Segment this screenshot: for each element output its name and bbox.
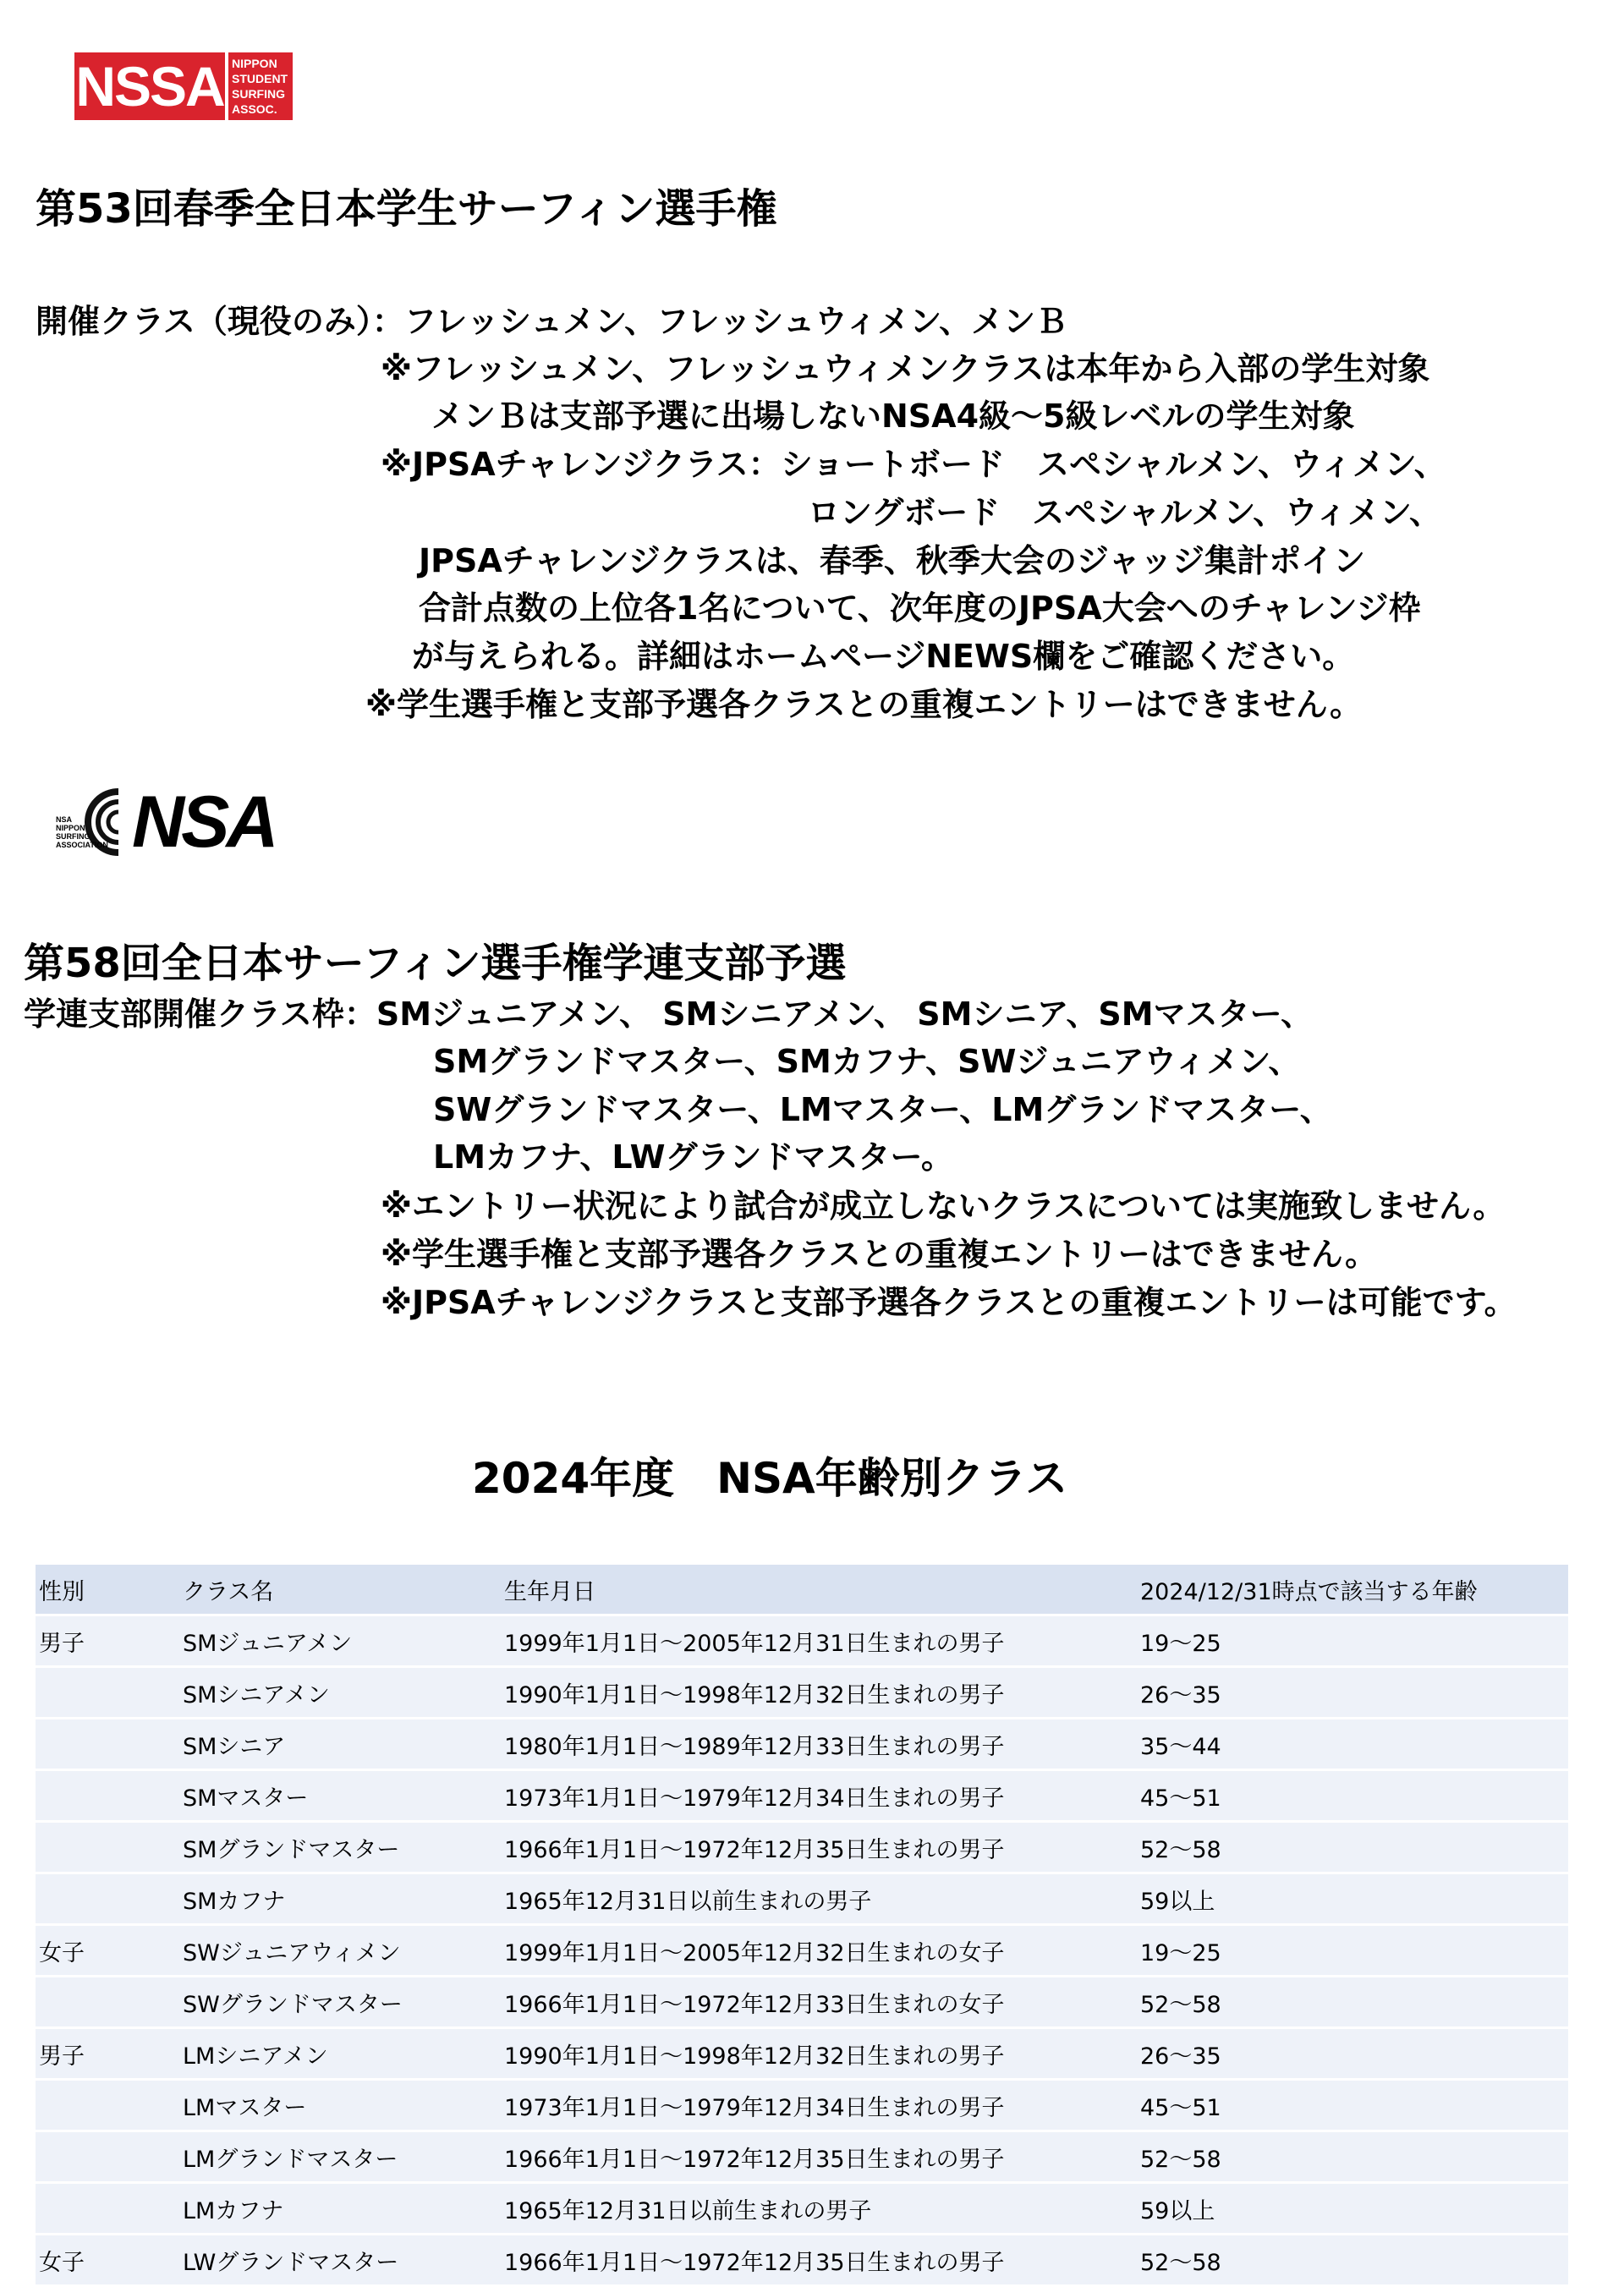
- table-header-cell: 2024/12/31時点で該当する年齢: [1137, 1565, 1568, 1615]
- table-cell-age: 52～58: [1137, 2235, 1568, 2286]
- table-cell-age: 26～35: [1137, 2028, 1568, 2080]
- nssa-logo-wordmark: NSSA: [74, 52, 225, 120]
- table-cell-age: 59以上: [1137, 2183, 1568, 2235]
- table-cell-birthdate: 1999年1月1日～2005年12月31日生まれの男子: [501, 1615, 1137, 1667]
- nsa-logo-line: SURFING: [56, 832, 91, 841]
- section1-line: ※学生選手権と支部予選各クラスとの重複エントリーはできません。: [365, 686, 1363, 723]
- nssa-logo-subtext: [228, 52, 293, 120]
- nsa-logo-wordmark: NSA: [132, 782, 276, 863]
- table-cell-age: 59以上: [1137, 1873, 1568, 1925]
- table-cell-class: LMマスター: [179, 2080, 501, 2131]
- table-cell-age: 26～35: [1137, 1667, 1568, 1719]
- table-cell-birthdate: 1973年1月1日～1979年12月34日生まれの男子: [501, 1770, 1137, 1822]
- table-cell-class: SMグランドマスター: [179, 1822, 501, 1873]
- nsa-logo-subtext: [56, 815, 107, 849]
- table-cell-birthdate: 1973年1月1日～1979年12月34日生まれの男子: [501, 2080, 1137, 2131]
- table-row: [36, 1873, 1568, 1925]
- table-cell-class: SMシニア: [179, 1719, 501, 1770]
- table-cell-birthdate: 1965年12月31日以前生まれの男子: [501, 2183, 1137, 2235]
- table-cell-gender: [36, 2131, 179, 2183]
- table-cell-class: SMカフナ: [179, 1873, 501, 1925]
- section1-line: ロングボード スペシャルメン、ウィメン、: [808, 494, 1441, 531]
- table-cell-gender: [36, 1822, 179, 1873]
- table-row: [36, 2183, 1568, 2235]
- table-cell-age: 52～58: [1137, 1822, 1568, 1873]
- table-cell-gender: [36, 1667, 179, 1719]
- table-cell-gender: [36, 1719, 179, 1770]
- table-cell-gender: 男子: [36, 2028, 179, 2080]
- table-cell-class: LWグランドマスター: [179, 2235, 501, 2286]
- table-cell-birthdate: 1990年1月1日～1998年12月32日生まれの男子: [501, 2028, 1137, 2080]
- table-cell-class: SWジュニアウィメン: [179, 1925, 501, 1977]
- table-cell-gender: 男子: [36, 1615, 179, 1667]
- nsa-logo-line: NIPPON: [56, 824, 85, 832]
- table-header-cell: クラス名: [179, 1565, 501, 1615]
- table-header-cell: 生年月日: [501, 1565, 1137, 1615]
- table-cell-birthdate: 1965年12月31日以前生まれの男子: [501, 1873, 1137, 1925]
- table-cell-birthdate: 1966年1月1日～1972年12月35日生まれの男子: [501, 1822, 1137, 1873]
- section2-line: ※エントリー状況により試合が成立しないクラスについては実施致しません。: [381, 1187, 1506, 1225]
- nssa-logo-line: ASSOC.: [232, 102, 277, 116]
- nssa-logo: [74, 52, 293, 120]
- table-cell-class: SMジュニアメン: [179, 1615, 501, 1667]
- nssa-logo-line: NIPPON: [232, 57, 277, 70]
- table-cell-gender: [36, 2183, 179, 2235]
- section1-line: JPSAチャレンジクラスは、春季、秋季大会のジャッジ集計ポイン: [419, 542, 1366, 579]
- section2-line: 学連支部開催クラス枠：SMジュニアメン、 SMシニアメン、 SMシニア、SMマスター、: [24, 995, 1314, 1033]
- table-row: [36, 1822, 1568, 1873]
- table-cell-class: LMカフナ: [179, 2183, 501, 2235]
- table-cell-age: 45～51: [1137, 2080, 1568, 2131]
- table-row: [36, 1977, 1568, 2028]
- section1-line: ※フレッシュメン、フレッシュウィメンクラスは本年から入部の学生対象: [381, 350, 1430, 387]
- table-cell-class: LMグランドマスター: [179, 2131, 501, 2183]
- table-row: [36, 2028, 1568, 2080]
- section2-line: ※JPSAチャレンジクラスと支部予選各クラスとの重複エントリーは可能です。: [381, 1284, 1517, 1321]
- table-cell-gender: [36, 2080, 179, 2131]
- table-row: [36, 2080, 1568, 2131]
- table-row: [36, 1719, 1568, 1770]
- table-row: [36, 2235, 1568, 2286]
- section1-line: 開催クラス（現役のみ）：フレッシュメン、フレッシュウィメン、メンＢ: [36, 303, 1068, 340]
- table-header-row: [36, 1565, 1568, 1615]
- table-cell-birthdate: 1999年1月1日～2005年12月32日生まれの女子: [501, 1925, 1137, 1977]
- table-cell-age: 52～58: [1137, 1977, 1568, 2028]
- table-header-cell: 性別: [36, 1565, 179, 1615]
- table-cell-class: SWグランドマスター: [179, 1977, 501, 2028]
- table-row: [36, 1770, 1568, 1822]
- nsa-logo-line: ASSOCIATION: [56, 841, 108, 849]
- section1-line: が与えられる。詳細はホームページNEWS欄をご確認ください。: [412, 638, 1355, 675]
- nsa-logo: [56, 778, 288, 866]
- nsa-logo-line: NSA: [56, 815, 73, 824]
- section2-line: SMグランドマスター、SMカフナ、SWジュニアウィメン、: [433, 1043, 1301, 1080]
- table-row: [36, 2131, 1568, 2183]
- table-title: 2024年度 NSA年齢別クラス: [472, 1454, 1068, 1503]
- table-cell-age: 19～25: [1137, 1615, 1568, 1667]
- section2-line: ※学生選手権と支部予選各クラスとの重複エントリーはできません。: [381, 1236, 1378, 1273]
- age-class-table: [36, 1565, 1568, 2287]
- section1-line: メンＢは支部予選に出場しないNSA4級～5級レベルの学生対象: [431, 398, 1355, 435]
- table-cell-gender: 女子: [36, 1925, 179, 1977]
- table-cell-age: 19～25: [1137, 1925, 1568, 1977]
- table-row: [36, 1667, 1568, 1719]
- table-cell-class: SMシニアメン: [179, 1667, 501, 1719]
- section2-title: 第58回全日本サーフィン選手権学連支部予選: [24, 940, 847, 987]
- table-cell-gender: 女子: [36, 2235, 179, 2286]
- table-cell-gender: [36, 1770, 179, 1822]
- section1-title: 第53回春季全日本学生サーフィン選手権: [36, 185, 777, 233]
- table-cell-age: 52～58: [1137, 2131, 1568, 2183]
- table-row: [36, 1925, 1568, 1977]
- section1-line: ※JPSAチャレンジクラス：ショートボード スペシャルメン、ウィメン、: [381, 446, 1446, 483]
- section2-line: LMカフナ、LWグランドマスター。: [433, 1138, 954, 1176]
- nssa-logo-line: SURFING: [232, 87, 285, 101]
- table-cell-birthdate: 1966年1月1日～1972年12月35日生まれの男子: [501, 2131, 1137, 2183]
- section1-line: 合計点数の上位各1名について、次年度のJPSA大会へのチャレンジ枠: [419, 590, 1421, 627]
- table-row: [36, 1615, 1568, 1667]
- table-cell-age: 35～44: [1137, 1719, 1568, 1770]
- table-cell-class: LMシニアメン: [179, 2028, 501, 2080]
- section2-line: SWグランドマスター、LMマスター、LMグランドマスター、: [433, 1091, 1332, 1128]
- table-cell-birthdate: 1966年1月1日～1972年12月33日生まれの女子: [501, 1977, 1137, 2028]
- table-cell-birthdate: 1990年1月1日～1998年12月32日生まれの男子: [501, 1667, 1137, 1719]
- table-cell-birthdate: 1966年1月1日～1972年12月35日生まれの男子: [501, 2235, 1137, 2286]
- table-cell-gender: [36, 1873, 179, 1925]
- table-cell-birthdate: 1980年1月1日～1989年12月33日生まれの男子: [501, 1719, 1137, 1770]
- table-cell-age: 45～51: [1137, 1770, 1568, 1822]
- table-cell-gender: [36, 1977, 179, 2028]
- table-cell-class: SMマスター: [179, 1770, 501, 1822]
- nssa-logo-line: STUDENT: [232, 72, 288, 85]
